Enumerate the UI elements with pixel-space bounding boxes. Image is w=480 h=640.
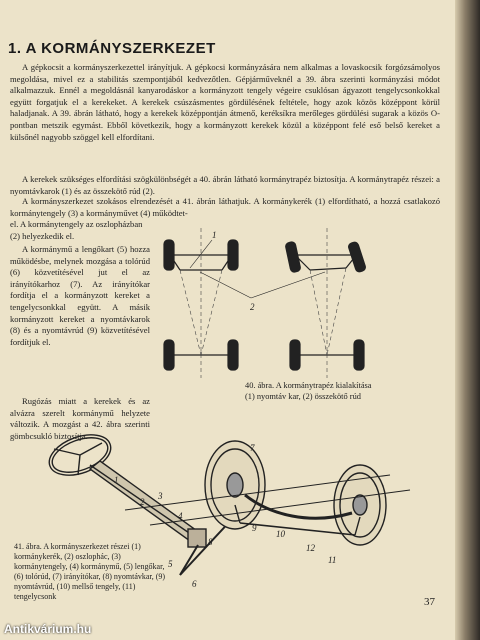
figure-40-caption	[245, 380, 372, 402]
book-spine-edge	[455, 0, 480, 640]
fig41-label-8: 8	[208, 537, 213, 547]
fig41-label-7: 7	[250, 443, 255, 453]
column-text-3: Rugózás miatt a kerekek és az alvázra szerelt kormánymű helyzete változik. A mozgást a 42. ábra szerinti gömbcsukló biztosítja.	[10, 396, 150, 441]
chapter-heading: 1. A KORMÁNYSZERKEZET	[8, 40, 216, 57]
paragraph-1: A gépkocsit a kormányszerkezettel irányítjuk. A gépkocsi kormányzására nem alkalmas a lovaskocsik forgózsámolyos megoldása, mivel ez a stabilitás szempontjából kedvezőtlen. Gépjárműveknél a 39. ábra szerinti kormányzási módot alkalmazzuk. Ennél a megoldásnál kanyarodáskor a kormányzott tengely végeire csuklósan ágyazott tengelycsonkokkal együtt forgatjuk el a kerekeket. A kerekek csúszásmentes gördülésének feltétele, hogy azok közös középpont körül haladjanak. A 39. ábrán látható, hogy a kerekek középpontján átmenő, keréksíkra merőleges gördülési sugarak a közös O-pontban metszik egymást. Ebből következik, hogy a kormányzott kerekek közül a középpont felé eső belső kereket a külsőnél nagyobb szöggel kell elfordítani.	[10, 62, 440, 142]
fig41-label-1: 1	[114, 475, 119, 485]
fig41-label-2: 2	[140, 497, 145, 507]
fig41-label-10: 10	[276, 529, 285, 539]
page-number: 37	[424, 596, 435, 608]
figure-40-diagram	[150, 228, 450, 378]
paragraph-2: A kerekek szükséges elfordítási szögkülönbségét a 40. ábrán látható kormánytrapéz biztosítja. A kormánytrapéz részei: a nyomtávkarok (1) és az összekötő rúd (2).	[10, 174, 440, 196]
fig41-label-3: 3	[158, 491, 163, 501]
column-text-1: el. A kormánytengely az oszlopházban (2) helyezkedik el.	[10, 219, 143, 241]
fig40-label-2: 2	[250, 302, 255, 312]
fig41-label-4: 4	[178, 511, 183, 521]
watermark: Antikvárium.hu	[4, 622, 92, 636]
paragraph-3: A kormányszerkezet szokásos elrendezését a 41. ábrán láthatjuk. A kormánykerék (1) elfordítható, a hozzá csatlakozó kormánytengely (3) a kormányművet (4) működtet-	[10, 196, 440, 218]
fig41-label-5: 5	[168, 559, 173, 569]
fig41-label-12: 12	[306, 543, 315, 553]
fig41-label-9: 9	[252, 523, 257, 533]
figure-41-caption: 41. ábra. A kormányszerkezet részei (1) kormánykerék, (2) oszlophác, (3) kormánytengely, (4) kormánymű, (5) lengőkar, (6) tolórúd, (7) irányítókar, (8) nyomtávkar, (9) nyomtávrúd, (10) mellső tengely, (11) tengelycsonk	[14, 542, 166, 601]
fig41-label-11: 11	[328, 555, 337, 565]
figure-40-legend: (1) nyomtáv kar, (2) összekötő rúd	[245, 392, 361, 401]
fig41-label-6: 6	[192, 579, 197, 589]
figure-40-title: 40. ábra. A kormánytrapéz kialakítása	[245, 381, 372, 390]
column-text-2: A kormánymű a lengőkart (5) hozza működésbe, melynek mozgása a tolórúd (6) közvetítésével jut el az irányítókarhoz (7). Az irányítókar fordítja el a kormányzott kereket a tengelycsonkkal együtt. A másik kormányzott kereket a nyomtávkarok (8) és a nyomtávrúd (9) közvetítésével fordítjuk el.	[10, 244, 150, 347]
fig40-label-1: 1	[212, 230, 217, 240]
